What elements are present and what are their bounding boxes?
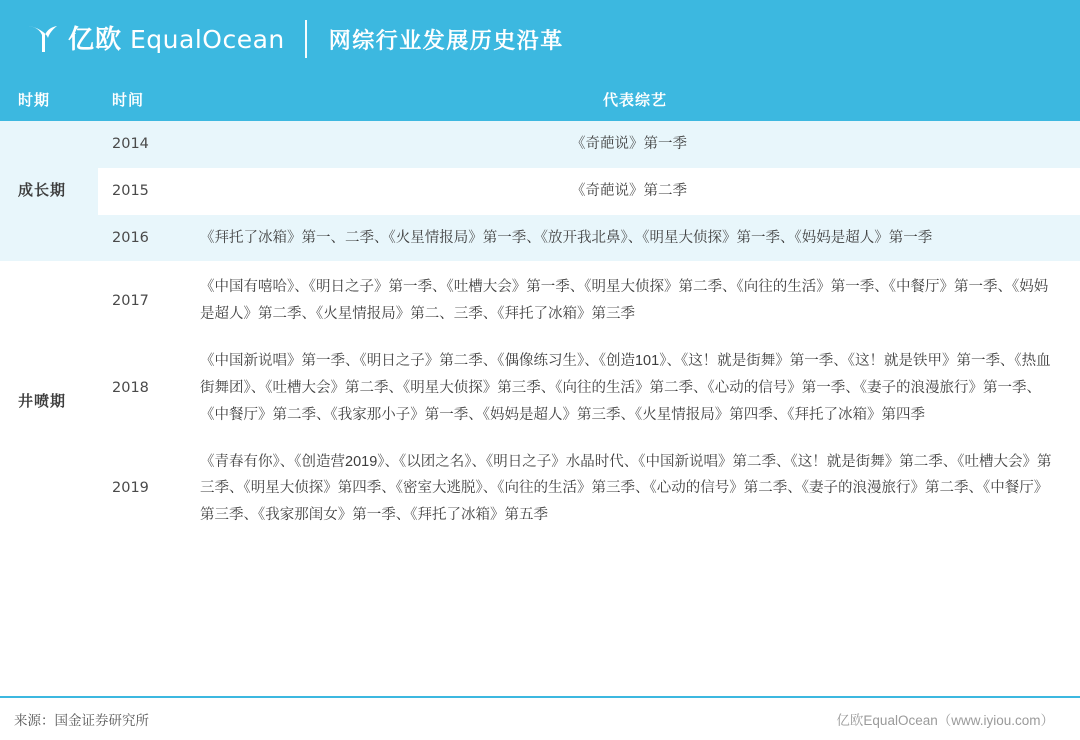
shows-cell: 《青春有你》、《创造营2019》、《以团之名》、《明日之子》水晶时代、《中国新说唱》第二季、《这！就是街舞》第二季、《吐槽大会》第三季、《明星大侦探》第四季、《密室大逃脱》、《向往的生活》第三季、《心动的信号》第二季、《妻子的浪漫旅行》第二季、《中餐厅》第三季、《我家那闺女》第一季、《拜托了冰箱》第五季 <box>190 439 1080 539</box>
equalocean-leaf-logo-icon <box>26 22 60 56</box>
table-row <box>0 439 1080 539</box>
page-header <box>0 0 1080 78</box>
shows-cell: 《拜托了冰箱》第一、二季、《火星情报局》第一季、《放开我北鼻》、《明星大侦探》第一季、《妈妈是超人》第一季 <box>190 215 1080 262</box>
table-row <box>0 215 1080 262</box>
period-label-boom: 井喷期 <box>0 264 98 539</box>
page-footer <box>0 696 1080 740</box>
period-label-growth: 成长期 <box>0 121 98 261</box>
year-cell: 2014 <box>98 121 190 168</box>
column-header-shows: 代表综艺 <box>190 78 1080 121</box>
table-row <box>0 338 1080 438</box>
year-cell: 2016 <box>98 215 190 262</box>
source-note: 来源：国金证券研究所 <box>14 713 149 728</box>
brand-logo <box>26 22 285 56</box>
column-header-period: 时期 <box>0 78 98 121</box>
table-row <box>0 121 1080 168</box>
table-row <box>0 168 1080 215</box>
table-body <box>0 121 1080 539</box>
shows-cell: 《奇葩说》第一季 <box>190 121 1080 168</box>
logo-text-en: EqualOcean <box>130 24 285 54</box>
year-cell: 2017 <box>98 264 190 338</box>
column-header-time: 时间 <box>98 78 190 121</box>
table-header-row <box>0 78 1080 121</box>
shows-cell: 《中国有嘻哈》、《明日之子》第一季、《吐槽大会》第一季、《明星大侦探》第二季、《向往的生活》第一季、《中餐厅》第一季、《妈妈是超人》第二季、《火星情报局》第二、三季、《拜托了冰箱》第三季 <box>190 264 1080 338</box>
shows-cell: 《中国新说唱》第一季、《明日之子》第二季、《偶像练习生》、《创造101》、《这！就是街舞》第一季、《这！就是铁甲》第一季、《热血街舞团》、《吐槽大会》第二季、《明星大侦探》第三季、《向往的生活》第二季、《心动的信号》第一季、《妻子的浪漫旅行》第一季、《中餐厅》第二季、《我家那小子》第一季、《妈妈是超人》第三季、《火星情报局》第四季、《拜托了冰箱》第四季 <box>190 338 1080 438</box>
page-title: 网综行业发展历史沿革 <box>328 27 564 53</box>
year-cell: 2018 <box>98 338 190 438</box>
logo-text-cn: 亿欧 <box>68 24 123 54</box>
year-cell: 2019 <box>98 439 190 539</box>
year-cell: 2015 <box>98 168 190 215</box>
header-divider <box>305 20 307 58</box>
table-container <box>0 78 1080 696</box>
history-table <box>0 78 1080 539</box>
footer-brand: 亿欧EqualOcean（www.iyiou.com） <box>836 713 1054 728</box>
shows-cell: 《奇葩说》第二季 <box>190 168 1080 215</box>
table-row <box>0 264 1080 338</box>
